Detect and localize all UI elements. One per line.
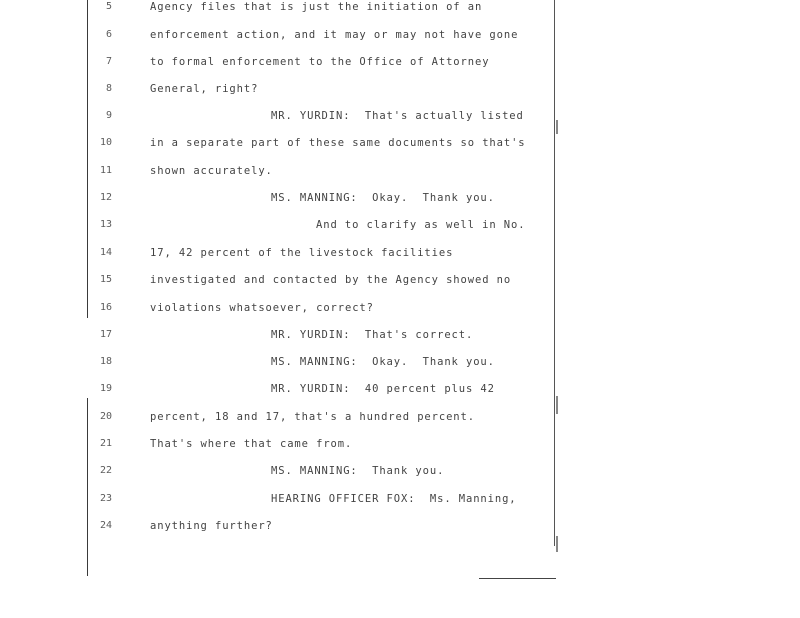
transcript-line: MS. MANNING: Thank you.	[271, 465, 445, 477]
line-number: 10	[99, 137, 112, 148]
transcript-line: MS. MANNING: Okay. Thank you.	[271, 192, 495, 204]
line-number: 8	[105, 83, 112, 94]
transcript-line: shown accurately.	[150, 165, 273, 177]
transcript-line: anything further?	[150, 520, 273, 532]
line-number: 23	[99, 493, 112, 504]
line-number: 17	[99, 329, 112, 340]
transcript-line: MR. YURDIN: That's actually listed	[271, 110, 524, 122]
left-margin-rule-lower	[87, 398, 88, 576]
transcript-line: General, right?	[150, 83, 259, 95]
transcript-line: MS. MANNING: Okay. Thank you.	[271, 356, 495, 368]
footer-rule	[479, 578, 556, 579]
right-margin-tick	[556, 120, 558, 134]
line-number: 22	[99, 465, 112, 476]
line-number: 9	[105, 110, 112, 121]
transcript-line: violations whatsoever, correct?	[150, 302, 374, 314]
left-margin-rule	[87, 0, 88, 318]
right-margin-tick	[556, 396, 558, 414]
line-number: 15	[99, 274, 112, 285]
right-margin-rule	[554, 0, 555, 546]
transcript-line: Agency files that is just the initiation of an	[150, 1, 483, 13]
transcript-line: to formal enforcement to the Office of Attorney	[150, 56, 490, 68]
line-number: 7	[105, 56, 112, 67]
line-number: 12	[99, 192, 112, 203]
line-number: 21	[99, 438, 112, 449]
line-number: 13	[99, 219, 112, 230]
transcript-line: That's where that came from.	[150, 438, 353, 450]
transcript-line: investigated and contacted by the Agency showed no	[150, 274, 512, 286]
line-number: 24	[99, 520, 112, 531]
transcript-line: percent, 18 and 17, that's a hundred percent.	[150, 411, 475, 423]
transcript-line: MR. YURDIN: That's correct.	[271, 329, 474, 341]
transcript-line: 17, 42 percent of the livestock facilities	[150, 247, 454, 259]
transcript-line: in a separate part of these same documents so that's	[150, 137, 526, 149]
line-number: 18	[99, 356, 112, 367]
line-number: 6	[105, 29, 112, 40]
transcript-line: MR. YURDIN: 40 percent plus 42	[271, 383, 495, 395]
transcript-line: HEARING OFFICER FOX: Ms. Manning,	[271, 493, 517, 505]
transcript-line: enforcement action, and it may or may not have gone	[150, 29, 519, 41]
line-number: 20	[99, 411, 112, 422]
line-number: 11	[99, 165, 112, 176]
line-number: 16	[99, 302, 112, 313]
right-margin-tick	[556, 536, 558, 552]
line-number: 5	[105, 1, 112, 12]
transcript-line: And to clarify as well in No.	[316, 219, 526, 231]
line-number: 19	[99, 383, 112, 394]
line-number: 14	[99, 247, 112, 258]
